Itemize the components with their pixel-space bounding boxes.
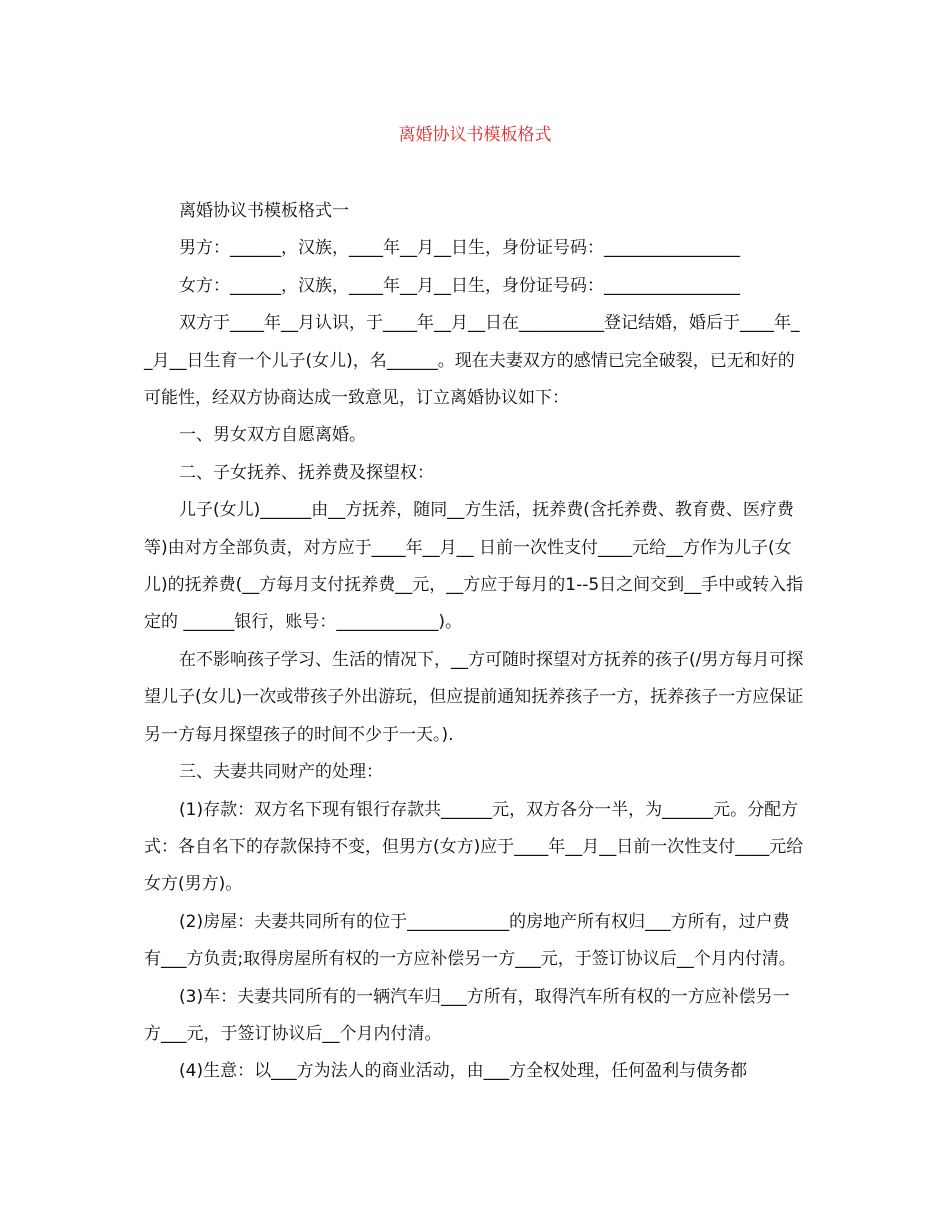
paragraph-section-heading: 离婚协议书模板格式一 xyxy=(179,201,349,221)
document-title: 离婚协议书模板格式 xyxy=(398,125,552,145)
paragraph-marriage-background: 双方于____年__月认识，于____年__月__日在__________登记结婚，婚后于____年__月__日生育一个儿子(女儿)，名______。现在夫妻双方的感情已完全破裂，已无和好的可能性，经双方协商达成一致意见，订立离婚协议如下： xyxy=(144,313,800,409)
paragraph-clause-3-heading: 三、夫妻共同财产的处理： xyxy=(179,762,383,783)
paragraph-deposits: (1)存款：双方名下现有银行存款共______元，双方各分一半，为______元。分配方式：各自名下的存款保持不变，但男方(女方)应于____年__月__日前一次性支付____元给女方(男方)。 xyxy=(144,799,804,895)
paragraph-visitation: 在不影响孩子学习、生活的情况下，__方可随时探望对方抚养的孩子(/男方每月可探望儿子(女儿)一次或带孩子外出游玩，但应提前通知抚养孩子一方，抚养孩子一方应保证另一方每月探望孩子的时间不少于一天。). xyxy=(144,649,804,745)
document-body xyxy=(144,193,804,1091)
paragraph-business: (4)生意：以___方为法人的商业活动，由___方全权处理，任何盈利与债务都 xyxy=(179,1061,748,1082)
paragraph-female-party: 女方：______，汉族，____年__月__日生，身份证号码：________________ xyxy=(179,275,740,296)
paragraph-clause-2-heading: 二、子女抚养、抚养费及探望权： xyxy=(179,462,434,483)
paragraph-child-support: 儿子(女儿)______由__方抚养，随同__方生活，抚养费(含托养费、教育费、医疗费等)由对方全部负责，对方应于____年__月__ 日前一次性支付____元给__方作为儿子(女儿)的抚养费(__方每月支付抚养费__元，__方应于每月的1--5日之间交到__手中或转入指定的 ______银行，账号：____________)。 xyxy=(144,500,804,633)
paragraph-house: (2)房屋：夫妻共同所有的位于____________的房地产所有权归___方所有，过户费有___方负责;取得房屋所有权的一方应补偿另一方___元，于签订协议后__个月内付清。 xyxy=(144,911,796,970)
paragraph-male-party: 男方：______，汉族，____年__月__日生，身份证号码：________________ xyxy=(179,238,740,259)
paragraph-clause-1: 一、男女双方自愿离婚。 xyxy=(179,425,366,446)
paragraph-car: (3)车：夫妻共同所有的一辆汽车归___方所有，取得汽车所有权的一方应补偿另一方___元，于签订协议后__个月内付清。 xyxy=(144,986,790,1044)
